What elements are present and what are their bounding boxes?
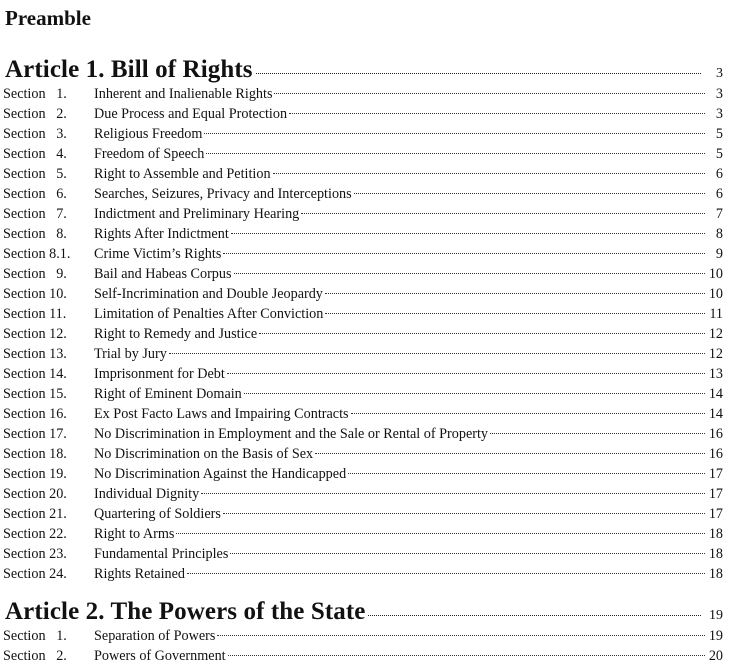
toc-entry[interactable] [3, 404, 723, 424]
dot-leader [187, 573, 705, 574]
toc-entry[interactable] [3, 646, 723, 666]
section-number: Section 14. [3, 366, 67, 382]
dot-leader [201, 493, 705, 494]
dot-leader [289, 113, 705, 114]
article-1-section-list [3, 84, 723, 584]
toc-entry[interactable] [3, 124, 723, 144]
section-title: Separation of Powers [94, 628, 216, 644]
dot-leader [325, 293, 705, 294]
section-page-number: 18 [708, 526, 723, 542]
section-number: Section 9. [3, 266, 67, 282]
section-page-number: 5 [715, 126, 723, 142]
dot-leader [176, 533, 705, 534]
preamble-heading[interactable]: Preamble [5, 6, 91, 30]
section-title: Self-Incrimination and Double Jeopardy [94, 286, 323, 302]
section-page-number: 6 [715, 166, 723, 182]
section-number: Section 18. [3, 446, 67, 462]
dot-leader [206, 153, 705, 154]
section-page-number: 13 [708, 366, 723, 382]
section-title: Searches, Seizures, Privacy and Interceptions [94, 186, 352, 202]
toc-entry[interactable] [3, 524, 723, 544]
section-title: Inherent and Inalienable Rights [94, 86, 273, 102]
section-page-number: 12 [708, 346, 723, 362]
dot-leader [368, 615, 701, 616]
section-title: Limitation of Penalties After Conviction [94, 306, 324, 322]
section-title: Right to Remedy and Justice [94, 326, 258, 342]
toc-entry[interactable] [3, 626, 723, 646]
section-title: No Discrimination on the Basis of Sex [94, 446, 314, 462]
section-page-number: 3 [715, 106, 723, 122]
dot-leader [351, 413, 705, 414]
dot-leader [228, 655, 705, 656]
section-number: Section 3. [3, 126, 67, 142]
toc-entry[interactable] [3, 204, 723, 224]
section-page-number: 3 [715, 86, 723, 102]
section-page-number: 14 [708, 406, 723, 422]
section-number: Section 6. [3, 186, 67, 202]
section-page-number: 12 [708, 326, 723, 342]
toc-entry[interactable] [3, 564, 723, 584]
section-number: Section 8.1. [3, 246, 71, 262]
section-title: Powers of Government [94, 648, 226, 664]
section-number: Section 7. [3, 206, 67, 222]
article-page-number: 3 [716, 66, 723, 81]
section-page-number: 6 [715, 186, 723, 202]
section-title: Freedom of Speech [94, 146, 205, 162]
toc-entry[interactable] [3, 424, 723, 444]
section-page-number: 18 [708, 566, 723, 582]
section-page-number: 11 [709, 306, 723, 322]
article-2-section-list [3, 626, 723, 666]
dot-leader [315, 453, 705, 454]
dot-leader [256, 73, 701, 74]
dot-leader [231, 233, 705, 234]
toc-entry[interactable] [3, 444, 723, 464]
dot-leader [230, 553, 705, 554]
section-page-number: 17 [708, 486, 723, 502]
toc-entry[interactable] [3, 544, 723, 564]
section-title: No Discrimination in Employment and the Sale or Rental of Property [94, 426, 489, 442]
section-title: Individual Dignity [94, 486, 200, 502]
section-page-number: 5 [715, 146, 723, 162]
toc-entry[interactable] [3, 284, 723, 304]
toc-entry[interactable] [3, 324, 723, 344]
section-title: Right to Arms [94, 526, 175, 542]
section-page-number: 19 [708, 628, 723, 644]
dot-leader [217, 635, 705, 636]
dot-leader [490, 433, 705, 434]
toc-entry[interactable] [3, 244, 723, 264]
section-number: Section 10. [3, 286, 67, 302]
section-title: Indictment and Preliminary Hearing [94, 206, 300, 222]
section-title: Bail and Habeas Corpus [94, 266, 232, 282]
section-title: Fundamental Principles [94, 546, 229, 562]
toc-entry[interactable] [3, 504, 723, 524]
section-page-number: 8 [715, 226, 723, 242]
toc-entry[interactable] [3, 84, 723, 104]
section-page-number: 10 [708, 286, 723, 302]
section-number: Section 24. [3, 566, 67, 582]
toc-entry[interactable] [3, 344, 723, 364]
section-number: Section 19. [3, 466, 67, 482]
section-number: Section 20. [3, 486, 67, 502]
dot-leader [223, 253, 705, 254]
dot-leader [274, 93, 705, 94]
section-title: No Discrimination Against the Handicapped [94, 466, 347, 482]
dot-leader [348, 473, 705, 474]
section-title: Imprisonment for Debt [94, 366, 225, 382]
dot-leader [234, 273, 705, 274]
dot-leader [259, 333, 705, 334]
section-number: Section 15. [3, 386, 67, 402]
section-number: Section 2. [3, 106, 67, 122]
toc-entry[interactable] [3, 144, 723, 164]
section-title: Rights Retained [94, 566, 186, 582]
section-number: Section 11. [3, 306, 67, 322]
section-number: Section 12. [3, 326, 67, 342]
section-number: Section 1. [3, 628, 67, 644]
section-page-number: 9 [715, 246, 723, 262]
section-page-number: 20 [708, 648, 723, 664]
dot-leader [273, 173, 705, 174]
article-page-number: 19 [709, 608, 723, 623]
section-title: Right of Eminent Domain [94, 386, 242, 402]
dot-leader [301, 213, 705, 214]
section-page-number: 16 [708, 446, 723, 462]
toc-entry[interactable] [3, 384, 723, 404]
section-page-number: 14 [708, 386, 723, 402]
section-page-number: 10 [708, 266, 723, 282]
toc-entry[interactable] [3, 484, 723, 504]
toc-entry[interactable] [3, 364, 723, 384]
dot-leader [244, 393, 705, 394]
section-page-number: 17 [708, 506, 723, 522]
toc-entry[interactable] [3, 304, 723, 324]
toc-entry[interactable] [3, 164, 723, 184]
section-number: Section 21. [3, 506, 67, 522]
article-title: Article 1. Bill of Rights [5, 56, 253, 83]
section-title: Quartering of Soldiers [94, 506, 221, 522]
section-number: Section 4. [3, 146, 67, 162]
section-number: Section 16. [3, 406, 67, 422]
section-page-number: 18 [708, 546, 723, 562]
section-page-number: 7 [715, 206, 723, 222]
dot-leader [223, 513, 705, 514]
toc-entry[interactable] [3, 464, 723, 484]
toc-entry[interactable] [3, 184, 723, 204]
dot-leader [325, 313, 705, 314]
toc-entry[interactable] [3, 224, 723, 244]
section-number: Section 8. [3, 226, 67, 242]
section-page-number: 17 [708, 466, 723, 482]
section-title: Religious Freedom [94, 126, 203, 142]
section-number: Section 17. [3, 426, 67, 442]
section-title: Right to Assemble and Petition [94, 166, 271, 182]
section-number: Section 23. [3, 546, 67, 562]
dot-leader [204, 133, 705, 134]
section-number: Section 1. [3, 86, 67, 102]
section-number: Section 13. [3, 346, 67, 362]
section-title: Trial by Jury [94, 346, 167, 362]
section-title: Rights After Indictment [94, 226, 229, 242]
dot-leader [354, 193, 705, 194]
dot-leader [169, 353, 705, 354]
section-page-number: 16 [708, 426, 723, 442]
article-title: Article 2. The Powers of the State [5, 598, 366, 625]
section-number: Section 22. [3, 526, 67, 542]
section-title: Due Process and Equal Protection [94, 106, 288, 122]
toc-entry[interactable] [3, 104, 723, 124]
section-number: Section 5. [3, 166, 67, 182]
section-title: Ex Post Facto Laws and Impairing Contracts [94, 406, 349, 422]
toc-entry[interactable] [3, 264, 723, 284]
section-title: Crime Victim’s Rights [94, 246, 222, 262]
section-number: Section 2. [3, 648, 67, 664]
dot-leader [227, 373, 705, 374]
